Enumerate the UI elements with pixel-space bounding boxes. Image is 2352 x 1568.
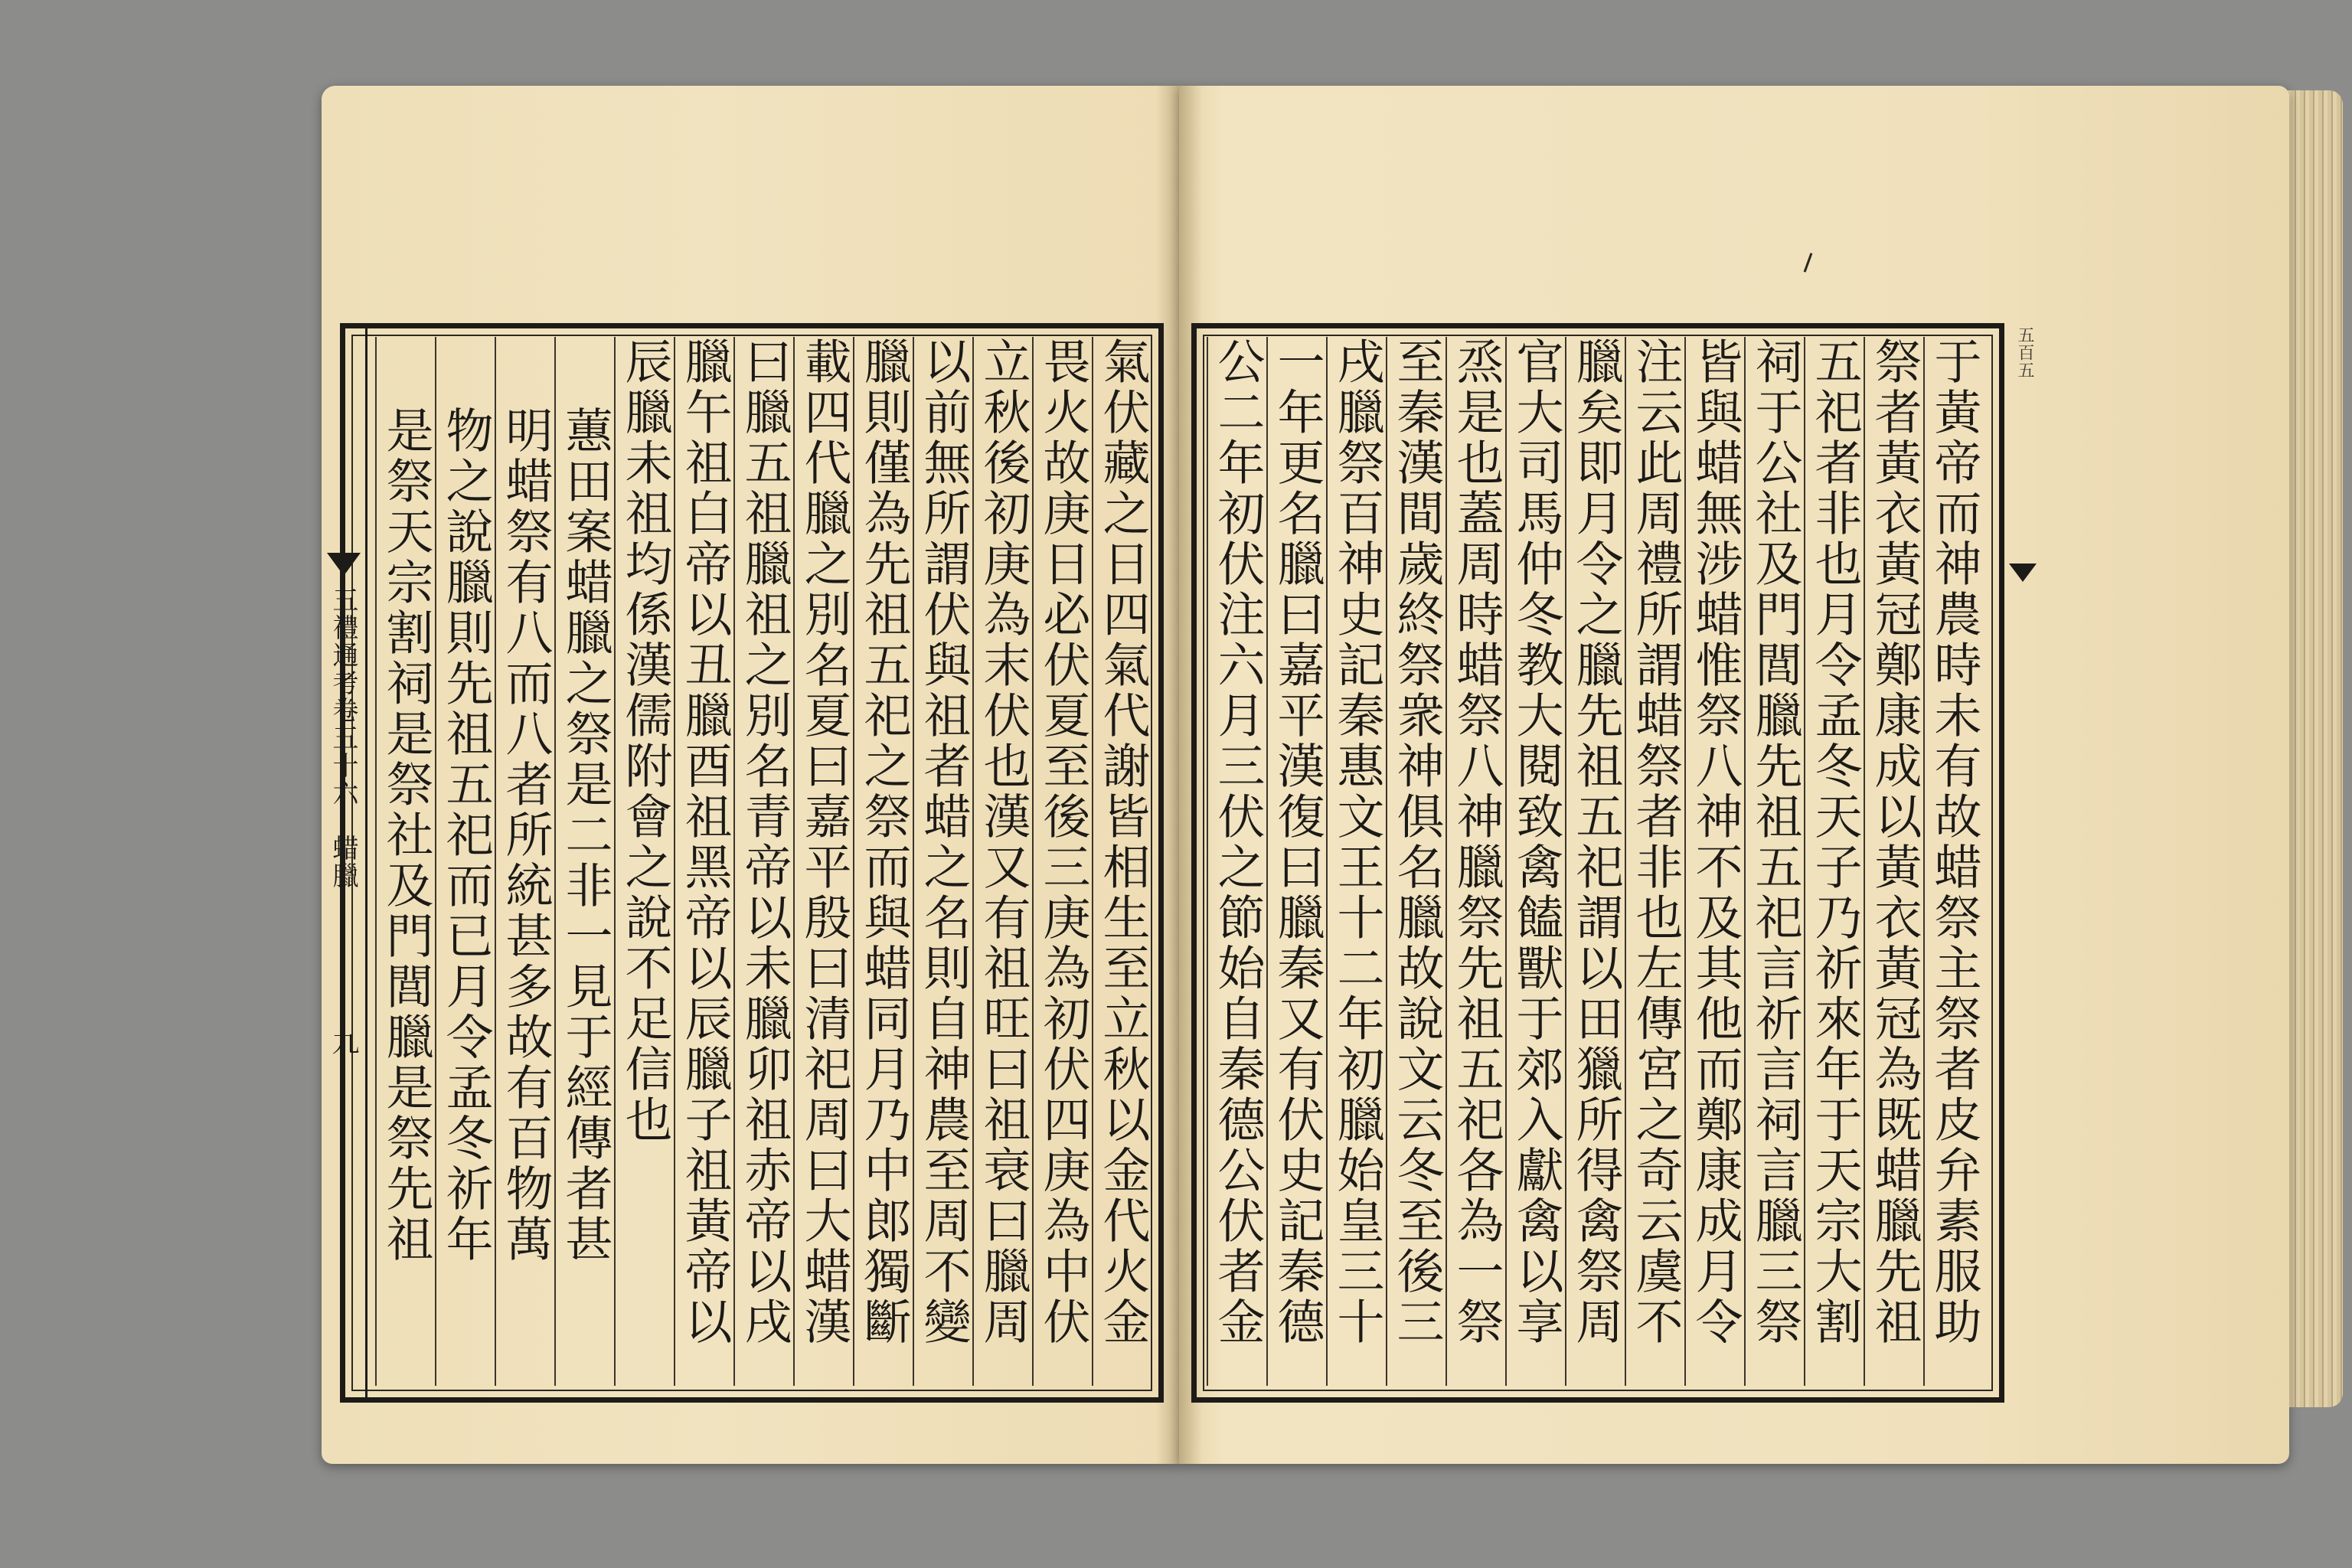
column-text: 物之說臘則先祖五祀而已月令孟冬祈年 xyxy=(438,406,494,1265)
text-column xyxy=(1032,337,1092,1386)
text-column xyxy=(375,337,435,1386)
right-page-margin-label: 五百五 xyxy=(2015,326,2034,379)
text-column xyxy=(1446,337,1505,1386)
text-column xyxy=(1625,337,1684,1386)
text-column xyxy=(972,337,1032,1386)
column-text: 官大司馬仲冬教大閱致禽饁獸于郊入獻禽以享 xyxy=(1508,337,1564,1348)
text-column xyxy=(913,337,972,1386)
banxin-page-number: 九 xyxy=(328,1027,359,1055)
text-column xyxy=(1326,337,1386,1386)
column-text: 明蜡祭有八而八者所統甚多故有百物萬 xyxy=(498,406,554,1265)
text-column xyxy=(793,337,853,1386)
column-text: 至秦漢間歲終祭衆神俱名臘故說文云冬至後三 xyxy=(1389,337,1445,1348)
left-page-text-columns xyxy=(360,337,1152,1386)
text-column xyxy=(1386,337,1446,1386)
column-text: 氣伏藏之日四氣代謝皆相生至立秋以金代火金 xyxy=(1095,337,1151,1348)
text-column xyxy=(1864,337,1923,1386)
stacked-page-edges xyxy=(2282,90,2343,1407)
column-text: 戌臘祭百神史記秦惠文王十二年初臘始皇三十 xyxy=(1329,337,1385,1348)
text-column xyxy=(674,337,733,1386)
text-column xyxy=(614,337,674,1386)
right-page-text-columns xyxy=(1210,337,1983,1386)
text-column xyxy=(853,337,913,1386)
column-text: 祭者黃衣黃冠鄭康成以黃衣黃冠為既蜡臘先祖 xyxy=(1867,337,1922,1348)
right-page-fish-tail xyxy=(2004,564,2043,655)
text-column xyxy=(1266,337,1326,1386)
column-text: 載四代臘之別名夏曰嘉平殷曰清祀周曰大蜡漢 xyxy=(796,337,852,1348)
text-column xyxy=(554,337,614,1386)
fish-tail-mark-icon xyxy=(327,553,361,576)
column-text: 曰臘五祖臘祖之別名青帝以未臘卯祖赤帝以戌 xyxy=(737,337,792,1348)
column-text: 五祀者非也月令孟冬天子乃祈來年于天宗大割 xyxy=(1807,337,1863,1348)
text-column xyxy=(733,337,793,1386)
banxin-title: 五禮通考卷五十六 蜡臘 xyxy=(328,586,358,890)
column-text: 以前無所謂伏與祖者蜡之名則自神農至周不變 xyxy=(916,337,972,1348)
column-text: 辰臘未祖均係漢儒附會之說不足信也 xyxy=(617,337,673,1145)
column-text: 畏火故庚日必伏夏至後三庚為初伏四庚為中伏 xyxy=(1035,337,1091,1348)
column-text: 臘則僅為先祖五祀之祭而與蜡同月乃中郎獨斷 xyxy=(856,337,912,1348)
column-text: 烝是也蓋周時蜡祭八神臘祭先祖五祀各為一祭 xyxy=(1449,337,1504,1348)
column-text: 蕙田案蜡臘之祭是二非一見于經傳者甚 xyxy=(557,406,613,1265)
text-column xyxy=(1744,337,1804,1386)
column-text: 臘矣即月令之臘先祖五祀謂以田獵所得禽祭周 xyxy=(1568,337,1624,1348)
text-column xyxy=(1207,337,1266,1386)
text-column xyxy=(1505,337,1565,1386)
text-column xyxy=(1684,337,1744,1386)
column-text: 注云此周禮所謂蜡祭者非也左傳宮之奇云虞不 xyxy=(1628,337,1684,1348)
text-column xyxy=(435,337,495,1386)
column-text: 于黃帝而神農時未有故蜡祭主祭者皮弁素服助 xyxy=(1926,337,1982,1348)
column-text: 公二年初伏注六月三伏之節始自秦德公伏者金 xyxy=(1210,337,1266,1348)
text-column xyxy=(1092,337,1152,1386)
column-text: 祠于公社及門閭臘先祖五祀言祈言祠言臘三祭 xyxy=(1747,337,1803,1348)
text-column xyxy=(1804,337,1864,1386)
column-text: 一年更名臘曰嘉平漢復曰臘秦又有伏史記秦德 xyxy=(1269,337,1325,1348)
text-column xyxy=(1565,337,1625,1386)
column-text: 臘午祖白帝以丑臘酉祖黑帝以辰臘子祖黃帝以 xyxy=(677,337,733,1348)
text-column xyxy=(495,337,554,1386)
column-text: 立秋後初庚為末伏也漢又有祖旺曰祖衰曰臘周 xyxy=(975,337,1031,1348)
column-text: 是祭天宗割祠是祭社及門閭臘是祭先祖 xyxy=(378,406,434,1265)
fish-tail-mark-icon xyxy=(2009,564,2037,582)
column-text: 皆與蜡無涉蜡惟祭八神不及其他而鄭康成月令 xyxy=(1687,337,1743,1348)
text-column xyxy=(1923,337,1983,1386)
